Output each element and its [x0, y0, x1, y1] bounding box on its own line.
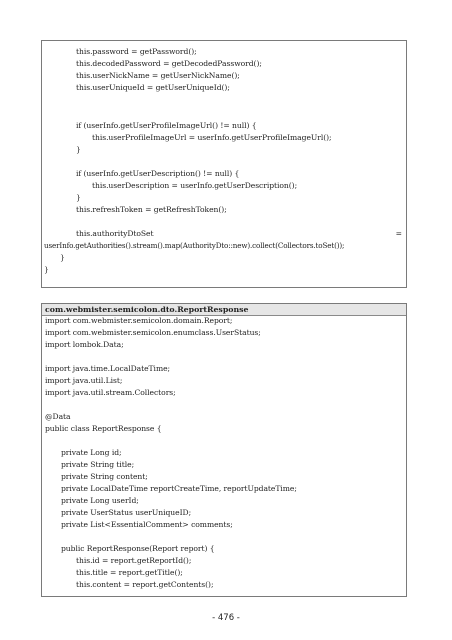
code-line: this.userUniqueId = getUserUniqueId();	[76, 83, 230, 92]
code-line: this.userNickName = getUserNickName();	[76, 71, 240, 80]
code-line: this.content = report.getContents();	[76, 580, 214, 589]
code-line: private Long userId;	[61, 496, 139, 505]
code-line: private Long id;	[61, 448, 122, 457]
code-line: import java.util.stream.Collectors;	[45, 388, 176, 397]
code-line: if (userInfo.getUserDescription() != null) {	[76, 169, 240, 178]
code-line: private String content;	[61, 472, 148, 481]
code-line: this.refreshToken = getRefreshToken();	[76, 205, 227, 214]
code-line: private LocalDateTime reportCreateTime, reportUpdateTime;	[61, 484, 297, 493]
code-block-header	[42, 304, 406, 316]
code-line: this.userDescription = userInfo.getUserDescription();	[92, 181, 298, 190]
code-line: private List<EssentialComment> comments;	[61, 520, 233, 529]
code-line: }	[76, 145, 81, 154]
page-number: - 476 -	[212, 613, 240, 623]
code-line: private UserStatus userUniqueID;	[61, 508, 192, 517]
code-line: import lombok.Data;	[45, 340, 124, 349]
code-line: import com.webmister.semicolon.domain.Report;	[45, 316, 233, 325]
code-line: @Data	[45, 412, 71, 421]
code-line: }	[76, 193, 81, 202]
code-line: public class ReportResponse {	[45, 424, 162, 433]
code-line: this.decodedPassword = getDecodedPassword();	[76, 59, 262, 68]
code-line: import java.time.LocalDateTime;	[45, 364, 171, 373]
code-block-userinfo	[41, 40, 407, 288]
code-line: userInfo.getAuthorities().stream().map(AuthorityDto::new).collect(Collectors.toSet());	[44, 241, 345, 250]
code-line: }	[60, 253, 65, 262]
code-line: }	[44, 265, 49, 274]
code-line: private String title;	[61, 460, 135, 469]
code-line: import com.webmister.semicolon.enumclass.UserStatus;	[45, 328, 261, 337]
code-line: this.userProfileImageUrl = userInfo.getUserProfileImageUrl();	[92, 133, 332, 142]
wrap-equals-sign: =	[395, 229, 402, 238]
code-line: import java.util.List;	[45, 376, 123, 385]
code-line: this.title = report.getTitle();	[76, 568, 183, 577]
code-block-reportresponse	[41, 303, 407, 597]
code-block-title: com.webmister.semicolon.dto.ReportResponse	[45, 305, 249, 314]
code-line: this.authorityDtoSet	[76, 229, 154, 238]
code-line: public ReportResponse(Report report) {	[61, 544, 215, 553]
code-line: this.id = report.getReportId();	[76, 556, 192, 565]
code-line: if (userInfo.getUserProfileImageUrl() != null) {	[76, 121, 257, 130]
code-line: this.password = getPassword();	[76, 47, 197, 56]
